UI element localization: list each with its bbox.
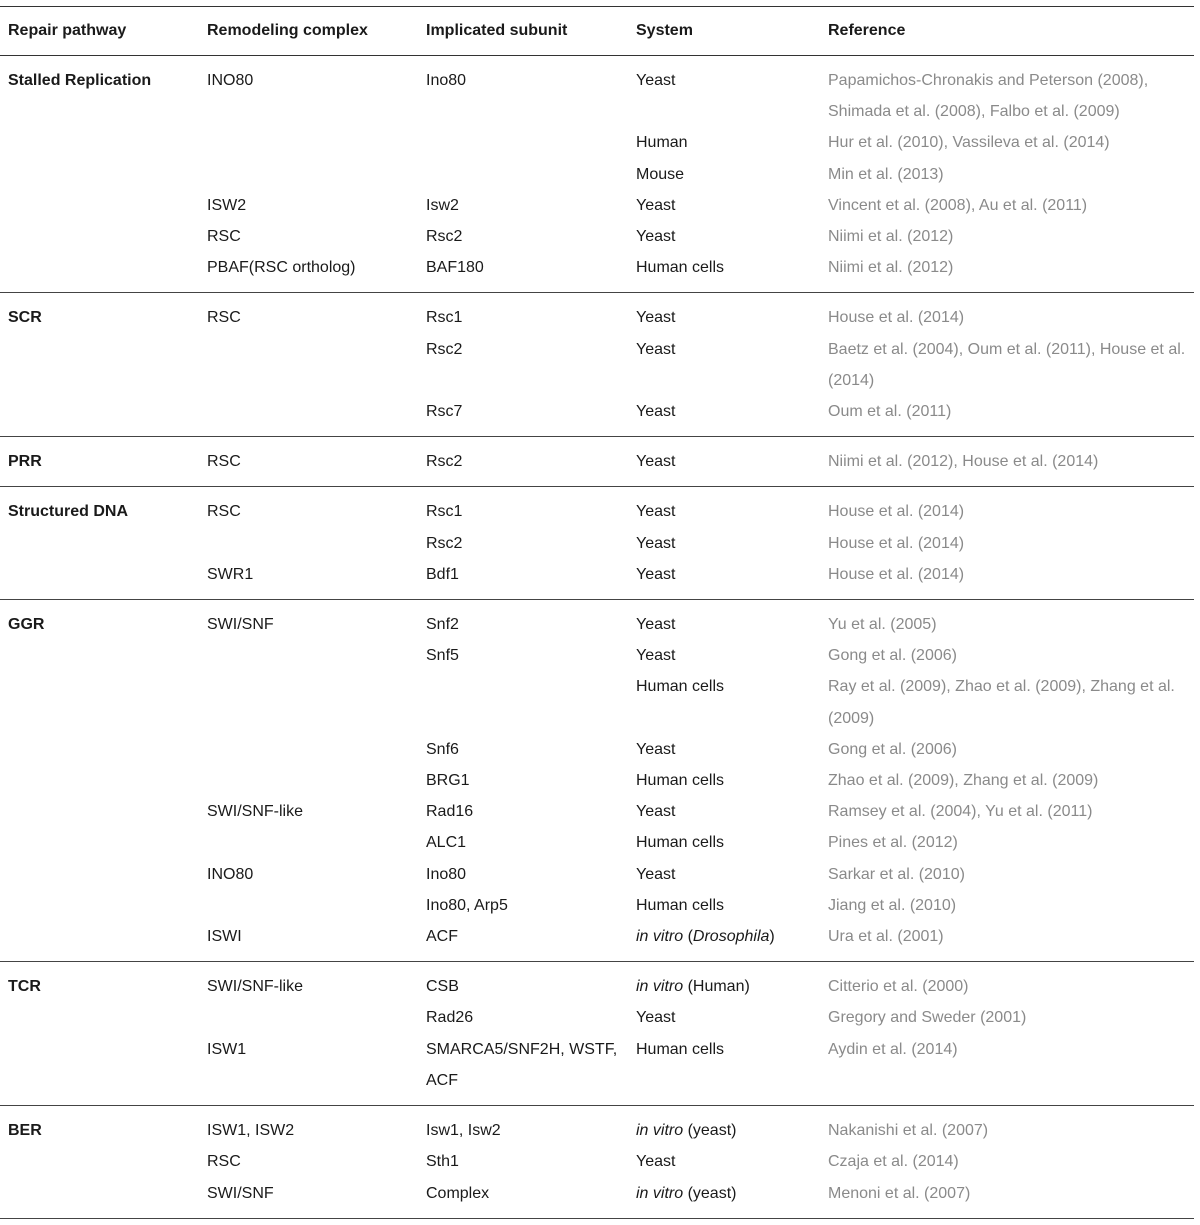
implicated-subunit-cell: Isw1, Isw2 bbox=[426, 1122, 501, 1140]
remodeling-complex-cell: INO80 bbox=[207, 865, 254, 883]
table-row bbox=[0, 1178, 1194, 1219]
repair-pathway-cell bbox=[0, 190, 199, 221]
system-cell bbox=[628, 127, 820, 158]
remodeling-complex-cell bbox=[199, 671, 418, 733]
column-header: Implicated subunit bbox=[426, 22, 568, 39]
table-row bbox=[0, 221, 1194, 252]
implicated-subunit-cell: Ino80 bbox=[426, 72, 467, 89]
implicated-subunit-cell: Rsc2 bbox=[426, 453, 463, 471]
system-cell bbox=[628, 437, 820, 487]
remodeling-complex-cell: SWI/SNF-like bbox=[207, 978, 303, 996]
implicated-subunit-cell: ACF bbox=[426, 928, 458, 946]
reference-cell: Min et al. (2013) bbox=[828, 165, 944, 183]
system-text: Yeast bbox=[636, 865, 676, 883]
system-text: in vitro bbox=[636, 978, 684, 996]
column-header: System bbox=[636, 22, 693, 39]
reference-cell: Niimi et al. (2012) bbox=[828, 228, 954, 246]
system-text: Yeast bbox=[636, 1009, 676, 1027]
system-text: Human bbox=[636, 134, 688, 152]
reference-cell: Gregory and Sweder (2001) bbox=[828, 1009, 1027, 1027]
remodeling-complex-cell: SWI/SNF bbox=[207, 616, 274, 634]
column-header: Repair pathway bbox=[8, 22, 127, 39]
remodeling-complex-cell: RSC bbox=[207, 1153, 241, 1171]
remodeling-complex-cell: SWI/SNF bbox=[207, 1184, 274, 1202]
system-cell bbox=[628, 827, 820, 858]
implicated-subunit-cell bbox=[418, 671, 628, 733]
reference-cell: Zhao et al. (2009), Zhang et al. (2009) bbox=[828, 772, 1099, 790]
repair-pathway-cell bbox=[0, 796, 199, 827]
implicated-subunit-cell: Snf2 bbox=[426, 616, 459, 634]
system-text: (yeast) bbox=[683, 1122, 737, 1140]
system-text: Human cells bbox=[636, 259, 725, 277]
system-cell bbox=[628, 190, 820, 221]
implicated-subunit-cell: Rsc1 bbox=[426, 309, 463, 327]
table-row bbox=[0, 600, 1194, 641]
remodeling-complex-cell bbox=[199, 765, 418, 796]
table-row bbox=[0, 127, 1194, 158]
implicated-subunit-cell bbox=[418, 127, 628, 158]
remodeling-complex-cell: RSC bbox=[207, 503, 241, 521]
table-row bbox=[0, 1146, 1194, 1177]
implicated-subunit-cell: Complex bbox=[426, 1184, 490, 1202]
implicated-subunit-cell: Rad26 bbox=[426, 1009, 474, 1027]
table-row bbox=[0, 159, 1194, 190]
system-text: Yeast bbox=[636, 534, 676, 552]
system-cell bbox=[628, 252, 820, 293]
implicated-subunit-cell: Snf6 bbox=[426, 740, 459, 758]
reference-cell: Sarkar et al. (2010) bbox=[828, 865, 965, 883]
pathway-group bbox=[0, 487, 1194, 600]
table-row bbox=[0, 734, 1194, 765]
system-text: Drosophila bbox=[692, 928, 770, 946]
system-text: in vitro bbox=[636, 1122, 684, 1140]
system-text: Yeast bbox=[636, 309, 676, 327]
column-header: Remodeling complex bbox=[207, 22, 368, 39]
table-row bbox=[0, 190, 1194, 221]
table-row bbox=[0, 334, 1194, 396]
reference-cell: Czaja et al. (2014) bbox=[828, 1153, 959, 1171]
remodeling-complex-cell: SWI/SNF-like bbox=[207, 803, 303, 821]
reference-cell: Jiang et al. (2010) bbox=[828, 896, 957, 914]
repair-pathway-cell: SCR bbox=[8, 309, 42, 327]
remodeling-complex-cell: SWR1 bbox=[207, 565, 254, 583]
reference-cell: Niimi et al. (2012), House et al. (2014) bbox=[828, 453, 1099, 471]
repair-pathway-cell bbox=[0, 640, 199, 671]
repair-pathway-cell bbox=[0, 1146, 199, 1177]
table-row bbox=[0, 962, 1194, 1003]
remodeling-complex-cell bbox=[199, 640, 418, 671]
implicated-subunit-cell: SMARCA5/SNF2H, WSTF, ACF bbox=[426, 1040, 618, 1089]
system-text: (yeast) bbox=[683, 1184, 737, 1202]
reference-cell: Menoni et al. (2007) bbox=[828, 1184, 971, 1202]
system-text: Yeast bbox=[636, 228, 676, 246]
repair-pathway-cell bbox=[0, 159, 199, 190]
system-cell bbox=[628, 487, 820, 528]
repair-pathway-cell: BER bbox=[8, 1122, 42, 1140]
system-cell bbox=[628, 1002, 820, 1033]
reference-cell: Gong et al. (2006) bbox=[828, 647, 957, 665]
reference-cell: Ray et al. (2009), Zhao et al. (2009), Zhang et al. (2009) bbox=[828, 678, 1175, 727]
system-cell bbox=[628, 159, 820, 190]
system-cell bbox=[628, 859, 820, 890]
reference-cell: Baetz et al. (2004), Oum et al. (2011), House et al. (2014) bbox=[828, 340, 1186, 389]
reference-cell: Citterio et al. (2000) bbox=[828, 978, 969, 996]
remodeling-complex-cell: ISW1, ISW2 bbox=[207, 1122, 295, 1140]
system-cell bbox=[628, 1146, 820, 1177]
repair-pathway-cell: Structured DNA bbox=[8, 503, 129, 521]
reference-cell: Pines et al. (2012) bbox=[828, 834, 958, 852]
repair-pathway-cell bbox=[0, 334, 199, 396]
system-text: Yeast bbox=[636, 453, 676, 471]
system-cell bbox=[628, 734, 820, 765]
repair-pathway-cell bbox=[0, 528, 199, 559]
remodeling-complex-cell bbox=[199, 396, 418, 437]
table-row bbox=[0, 396, 1194, 437]
remodeling-complex-cell bbox=[199, 334, 418, 396]
implicated-subunit-cell: Rsc2 bbox=[426, 228, 463, 246]
system-text: Yeast bbox=[636, 1153, 676, 1171]
remodeling-complex-cell bbox=[199, 127, 418, 158]
reference-cell: Aydin et al. (2014) bbox=[828, 1040, 958, 1058]
repair-pathway-cell bbox=[0, 127, 199, 158]
table-row bbox=[0, 528, 1194, 559]
system-text: ( bbox=[683, 928, 693, 946]
implicated-subunit-cell: Rsc7 bbox=[426, 403, 463, 421]
remodeling-complex-cell bbox=[199, 890, 418, 921]
remodeling-complex-cell bbox=[199, 734, 418, 765]
implicated-subunit-cell: Ino80 bbox=[426, 865, 467, 883]
system-text: Yeast bbox=[636, 740, 676, 758]
table-row bbox=[0, 437, 1194, 487]
reference-cell: House et al. (2014) bbox=[828, 534, 965, 552]
table-row bbox=[0, 765, 1194, 796]
repair-pathway-cell bbox=[0, 859, 199, 890]
repair-pathway-cell bbox=[0, 921, 199, 962]
table-row bbox=[0, 921, 1194, 962]
reference-cell: Ura et al. (2001) bbox=[828, 928, 944, 946]
table-row bbox=[0, 890, 1194, 921]
system-text: Yeast bbox=[636, 803, 676, 821]
repair-pathway-cell: GGR bbox=[8, 616, 45, 634]
repair-pathway-cell bbox=[0, 890, 199, 921]
table-row bbox=[0, 640, 1194, 671]
system-text: Yeast bbox=[636, 72, 676, 89]
system-cell bbox=[628, 962, 820, 1003]
repair-pathway-cell bbox=[0, 671, 199, 733]
reference-cell: Nakanishi et al. (2007) bbox=[828, 1122, 989, 1140]
reference-cell: Vincent et al. (2008), Au et al. (2011) bbox=[828, 196, 1088, 214]
implicated-subunit-cell: ALC1 bbox=[426, 834, 467, 852]
implicated-subunit-cell: BAF180 bbox=[426, 259, 484, 277]
implicated-subunit-cell: Rad16 bbox=[426, 803, 474, 821]
system-text: Yeast bbox=[636, 403, 676, 421]
system-cell bbox=[628, 890, 820, 921]
system-cell bbox=[628, 1034, 820, 1106]
pathway-group bbox=[0, 962, 1194, 1106]
system-cell bbox=[628, 640, 820, 671]
implicated-subunit-cell: Isw2 bbox=[426, 196, 459, 214]
repair-pathway-cell bbox=[0, 827, 199, 858]
system-text: Human cells bbox=[636, 1040, 725, 1058]
column-header: Reference bbox=[828, 22, 906, 39]
implicated-subunit-cell bbox=[418, 159, 628, 190]
remodeling-complex-cell: ISW1 bbox=[207, 1040, 247, 1058]
repair-pathway-cell bbox=[0, 396, 199, 437]
repair-pathway-cell bbox=[0, 252, 199, 293]
implicated-subunit-cell: Sth1 bbox=[426, 1153, 459, 1171]
system-text: Human cells bbox=[636, 834, 725, 852]
remodeling-complex-cell: ISW2 bbox=[207, 196, 247, 214]
system-text: ) bbox=[769, 928, 775, 946]
system-cell bbox=[628, 221, 820, 252]
remodeling-complex-cell: PBAF(RSC ortholog) bbox=[207, 259, 356, 277]
system-text: (Human) bbox=[683, 978, 750, 996]
reference-cell: House et al. (2014) bbox=[828, 503, 965, 521]
reference-cell: Yu et al. (2005) bbox=[828, 616, 937, 634]
pathway-group bbox=[0, 56, 1194, 293]
system-cell bbox=[628, 1106, 820, 1147]
table-row bbox=[0, 827, 1194, 858]
table-row bbox=[0, 671, 1194, 733]
system-cell bbox=[628, 796, 820, 827]
reference-cell: Gong et al. (2006) bbox=[828, 740, 957, 758]
table-row bbox=[0, 1106, 1194, 1147]
system-cell bbox=[628, 293, 820, 334]
remodeling-complex-cell: ISWI bbox=[207, 928, 242, 946]
system-cell bbox=[628, 334, 820, 396]
system-text: Yeast bbox=[636, 340, 676, 358]
system-cell bbox=[628, 671, 820, 733]
reference-cell: House et al. (2014) bbox=[828, 309, 965, 327]
table-row bbox=[0, 293, 1194, 334]
system-text: Human cells bbox=[636, 772, 725, 790]
pathway-group bbox=[0, 600, 1194, 962]
system-text: Human cells bbox=[636, 896, 725, 914]
table-row bbox=[0, 796, 1194, 827]
implicated-subunit-cell: Rsc2 bbox=[426, 534, 463, 552]
repair-pathway-cell: Stalled Replication bbox=[8, 72, 152, 89]
implicated-subunit-cell: Snf5 bbox=[426, 647, 459, 665]
pathway-group bbox=[0, 1106, 1194, 1219]
remodeling-complex-cell bbox=[199, 1002, 418, 1033]
reference-cell: Oum et al. (2011) bbox=[828, 403, 952, 421]
system-text: Human cells bbox=[636, 678, 725, 696]
system-text: in vitro bbox=[636, 1184, 684, 1202]
system-text: Yeast bbox=[636, 616, 676, 634]
pathway-group bbox=[0, 437, 1194, 487]
system-cell bbox=[628, 56, 820, 128]
repair-pathway-table bbox=[0, 6, 1194, 1219]
system-text: Mouse bbox=[636, 165, 685, 183]
repair-pathway-cell bbox=[0, 1002, 199, 1033]
repair-pathway-cell: PRR bbox=[8, 453, 42, 471]
table-row bbox=[0, 1034, 1194, 1106]
remodeling-complex-cell: INO80 bbox=[207, 72, 254, 89]
table-row bbox=[0, 1002, 1194, 1033]
remodeling-complex-cell bbox=[199, 528, 418, 559]
system-cell bbox=[628, 528, 820, 559]
remodeling-complex-cell: RSC bbox=[207, 453, 241, 471]
header-row bbox=[0, 7, 1194, 56]
repair-pathway-cell bbox=[0, 765, 199, 796]
system-cell bbox=[628, 600, 820, 641]
repair-pathway-cell bbox=[0, 734, 199, 765]
system-cell bbox=[628, 559, 820, 600]
system-text: Yeast bbox=[636, 196, 676, 214]
repair-pathway-cell bbox=[0, 1034, 199, 1106]
implicated-subunit-cell: CSB bbox=[426, 978, 459, 996]
system-text: Yeast bbox=[636, 647, 676, 665]
table-row bbox=[0, 859, 1194, 890]
repair-pathway-cell: TCR bbox=[8, 978, 41, 996]
repair-pathway-cell bbox=[0, 221, 199, 252]
implicated-subunit-cell: BRG1 bbox=[426, 772, 470, 790]
table-row bbox=[0, 487, 1194, 528]
implicated-subunit-cell: Ino80, Arp5 bbox=[426, 896, 508, 914]
implicated-subunit-cell: Rsc1 bbox=[426, 503, 463, 521]
remodeling-complex-cell bbox=[199, 827, 418, 858]
remodeling-complex-cell: RSC bbox=[207, 309, 241, 327]
system-cell bbox=[628, 765, 820, 796]
system-cell bbox=[628, 396, 820, 437]
table-row bbox=[0, 252, 1194, 293]
implicated-subunit-cell: Bdf1 bbox=[426, 565, 459, 583]
table-row bbox=[0, 56, 1194, 128]
reference-cell: Niimi et al. (2012) bbox=[828, 259, 954, 277]
repair-pathway-cell bbox=[0, 559, 199, 600]
system-cell bbox=[628, 921, 820, 962]
system-text: Yeast bbox=[636, 565, 676, 583]
reference-cell: Papamichos-Chronakis and Peterson (2008), Shimada et al. (2008), Falbo et al. (2009) bbox=[828, 72, 1149, 121]
system-text: Yeast bbox=[636, 503, 676, 521]
reference-cell: Hur et al. (2010), Vassileva et al. (2014) bbox=[828, 134, 1110, 152]
reference-cell: Ramsey et al. (2004), Yu et al. (2011) bbox=[828, 803, 1093, 821]
table-row bbox=[0, 559, 1194, 600]
remodeling-complex-cell bbox=[199, 159, 418, 190]
system-text: in vitro bbox=[636, 928, 684, 946]
system-cell bbox=[628, 1178, 820, 1219]
repair-pathway-cell bbox=[0, 1178, 199, 1219]
pathway-group bbox=[0, 293, 1194, 437]
remodeling-complex-cell: RSC bbox=[207, 228, 241, 246]
reference-cell: House et al. (2014) bbox=[828, 565, 965, 583]
implicated-subunit-cell: Rsc2 bbox=[426, 340, 463, 358]
